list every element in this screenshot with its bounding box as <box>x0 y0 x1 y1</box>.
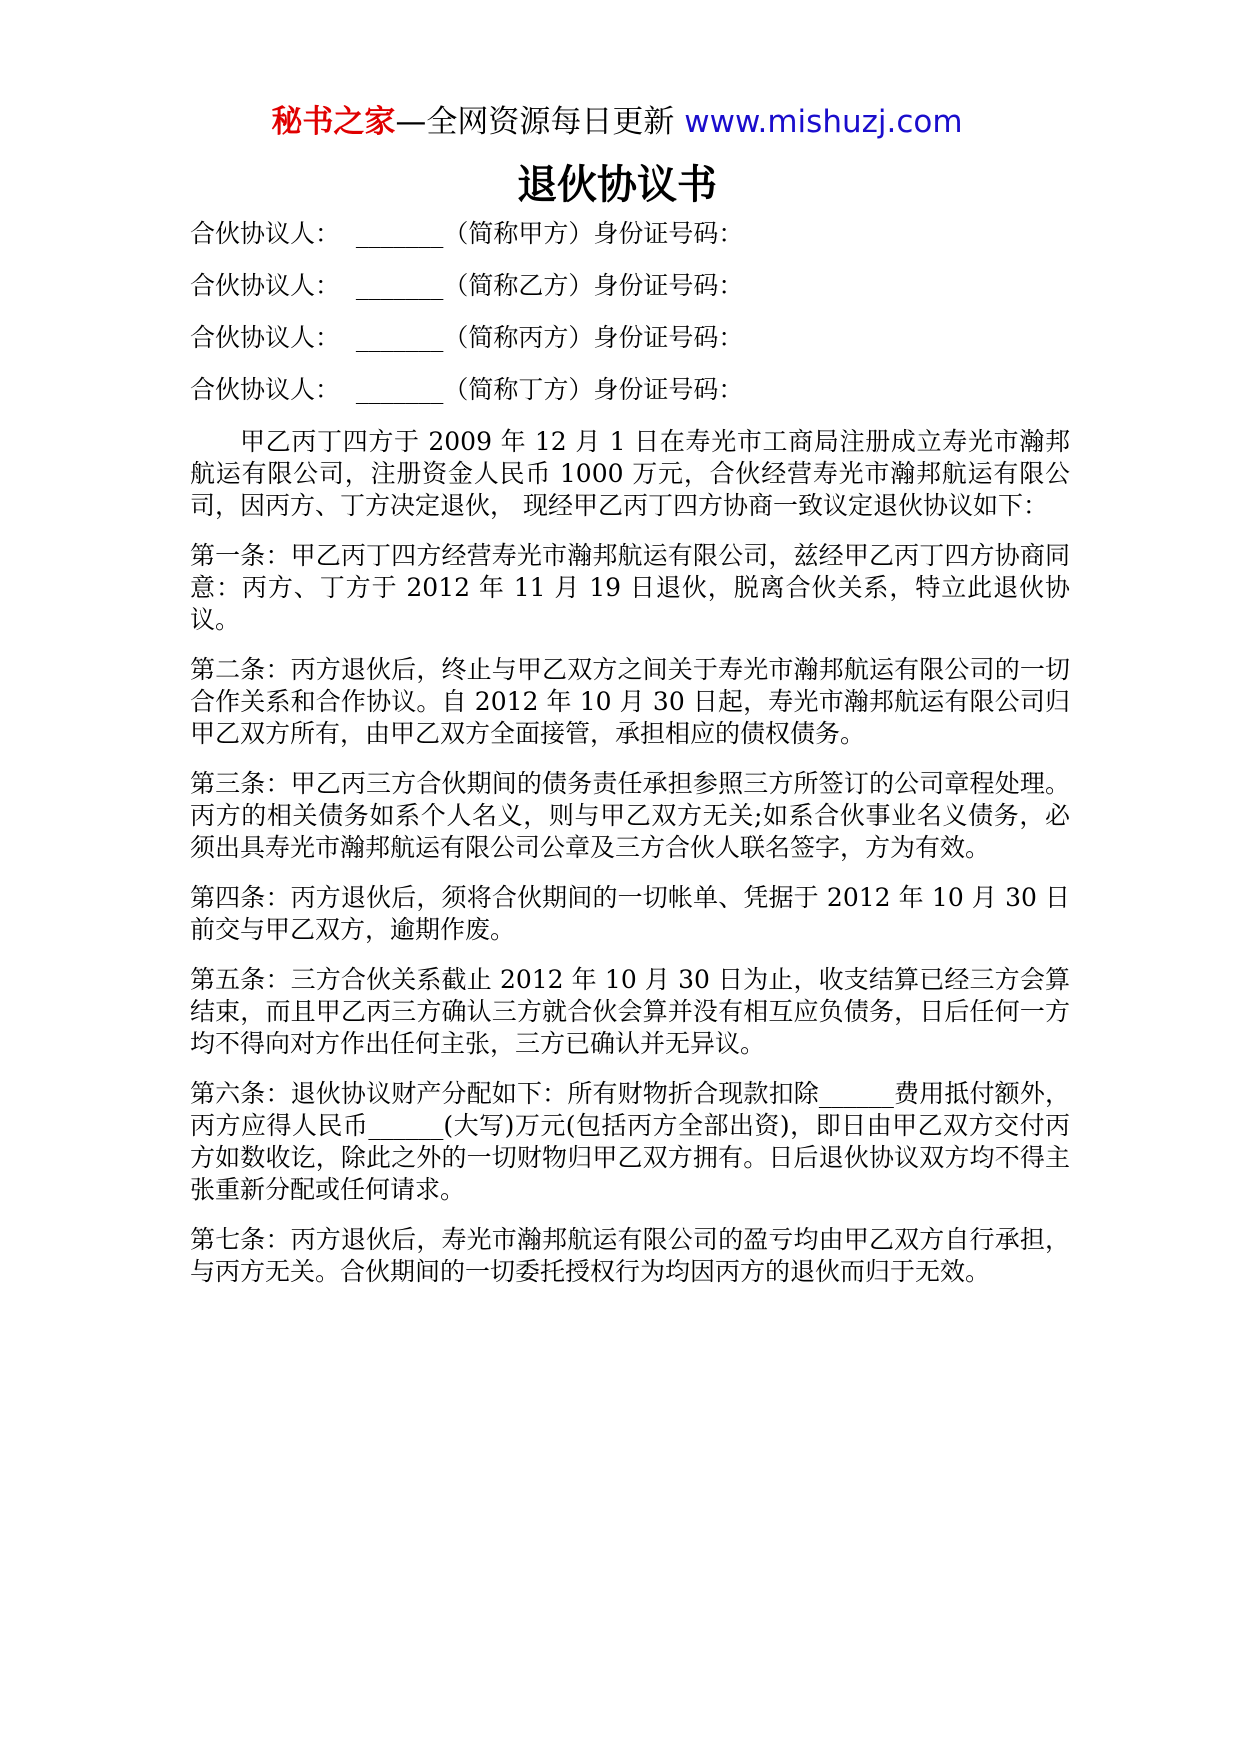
party-blank: _______ <box>355 375 444 404</box>
intro-paragraph: 甲乙丙丁四方于 2009 年 12 月 1 日在寿光市工商局注册成立寿光市瀚邦航运有限公司，注册资金人民币 1000 万元，合伙经营寿光市瀚邦航运有限公司，因丙方、丁方决定退伙， 现经甲乙丙丁四方协商一致议定退伙协议如下： <box>190 427 1070 520</box>
party-role: （简称丙方）身份证号码： <box>443 323 744 352</box>
party-line-jia <box>190 218 1070 250</box>
site-url[interactable]: www.mishuzj.com <box>684 104 963 140</box>
party-label: 合伙协议人： <box>190 323 341 352</box>
article-7: 第七条：丙方退伙后，寿光市瀚邦航运有限公司的盈亏均由甲乙双方自行承担，与丙方无关。合伙期间的一切委托授权行为均因丙方的退伙而归于无效。 <box>190 1225 1070 1286</box>
article-1: 第一条：甲乙丙丁四方经营寿光市瀚邦航运有限公司，兹经甲乙丙丁四方协商同意：丙方、丁方于 2012 年 11 月 19 日退伙，脱离合伙关系，特立此退伙协议。 <box>190 541 1070 634</box>
article-2: 第二条：丙方退伙后，终止与甲乙双方之间关于寿光市瀚邦航运有限公司的一切合作关系和合作协议。自 2012 年 10 月 30 日起，寿光市瀚邦航运有限公司归甲乙双方所有，由甲乙双方全面接管，承担相应的债权债务。 <box>190 655 1070 748</box>
party-blank: _______ <box>355 219 444 248</box>
party-role: （简称乙方）身份证号码： <box>443 271 744 300</box>
slogan: —全网资源每日更新 <box>395 104 685 140</box>
party-line-yi <box>190 270 1070 302</box>
party-line-ding <box>190 374 1070 406</box>
site-header <box>0 100 1234 144</box>
party-blank: _______ <box>355 271 444 300</box>
party-label: 合伙协议人： <box>190 219 341 248</box>
party-line-bing <box>190 322 1070 354</box>
document-body <box>190 218 1070 1306</box>
article-3: 第三条：甲乙丙三方合伙期间的债务责任承担参照三方所签订的公司章程处理。丙方的相关债务如系个人名义，则与甲乙双方无关;如系合伙事业名义债务，必须出具寿光市瀚邦航运有限公司公章及三方合伙人联名签字，方为有效。 <box>190 769 1070 862</box>
article-6: 第六条：退伙协议财产分配如下：所有财物折合现款扣除______费用抵付额外，丙方应得人民币______(大写)万元(包括丙方全部出资)，即日由甲乙双方交付丙方如数收讫，除此之外的一切财物归甲乙双方拥有。日后退伙协议双方均不得主张重新分配或任何请求。 <box>190 1079 1070 1204</box>
party-blank: _______ <box>355 323 444 352</box>
article-5: 第五条：三方合伙关系截止 2012 年 10 月 30 日为止，收支结算已经三方会算结束，而且甲乙丙三方确认三方就合伙会算并没有相互应负债务，日后任何一方均不得向对方作出任何主张，三方已确认并无异议。 <box>190 965 1070 1058</box>
document-title: 退伙协议书 <box>517 162 717 208</box>
brand-name: 秘书之家 <box>271 104 396 140</box>
party-label: 合伙协议人： <box>190 375 341 404</box>
article-4: 第四条：丙方退伙后，须将合伙期间的一切帐单、凭据于 2012 年 10 月 30 日前交与甲乙双方，逾期作废。 <box>190 883 1070 944</box>
party-role: （简称甲方）身份证号码： <box>443 219 744 248</box>
party-label: 合伙协议人： <box>190 271 341 300</box>
party-role: （简称丁方）身份证号码： <box>443 375 744 404</box>
